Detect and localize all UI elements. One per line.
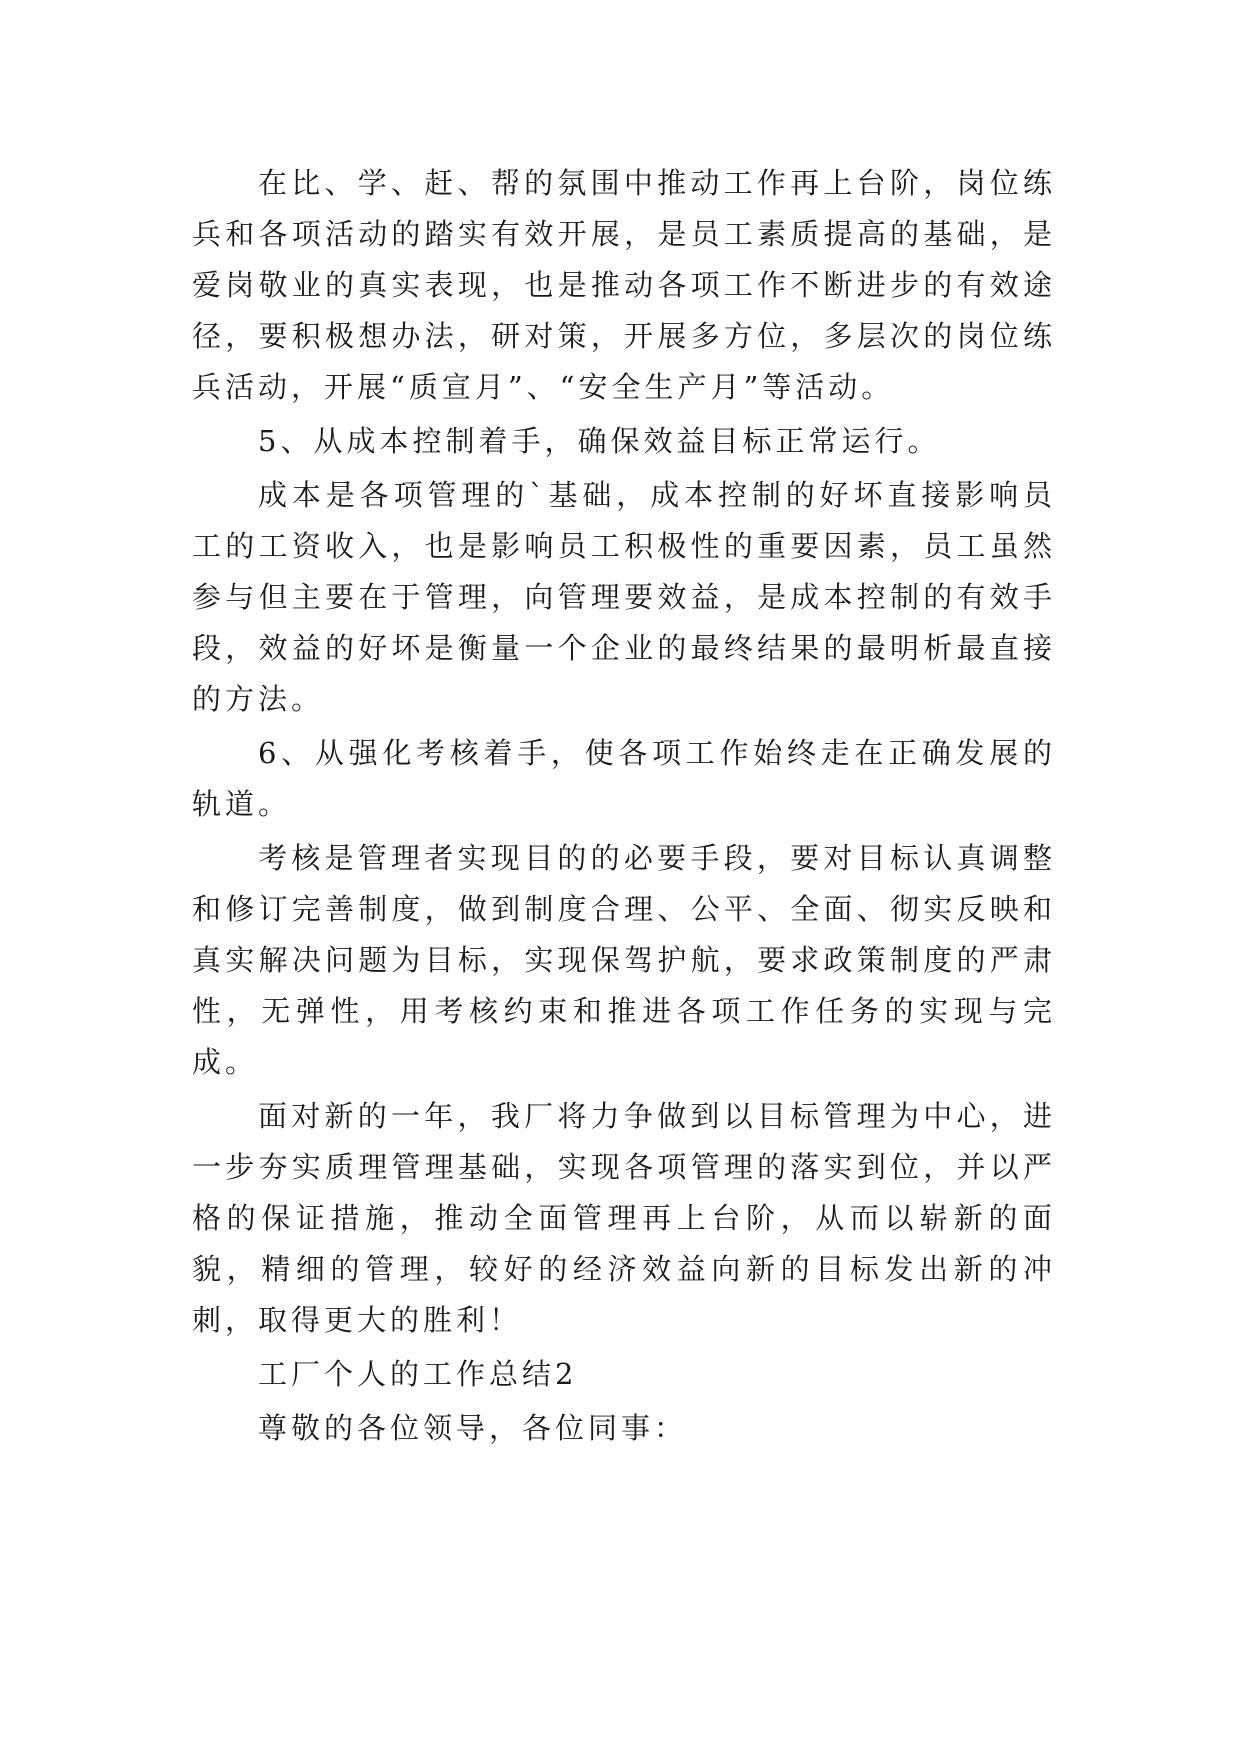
document-body bbox=[192, 158, 1056, 1457]
paragraph: 成本是各项管理的`基础，成本控制的好坏直接影响员工的工资收入，也是影响员工积极性的重要因素，员工虽然参与但主要在于管理，向管理要效益，是成本控制的有效手段，效益的好坏是衡量一个企业的最终结果的最明析最直接的方法。 bbox=[192, 478, 1056, 716]
salutation: 尊敬的各位领导，各位同事： bbox=[258, 1411, 688, 1445]
section-heading: 5、从成本控制着手，确保效益目标正常运行。 bbox=[258, 424, 941, 458]
document-title: 工厂个人的工作总结2 bbox=[258, 1357, 578, 1391]
section-heading: 6、从强化考核着手，使各项工作始终走在正确发展的轨道。 bbox=[192, 736, 1056, 821]
paragraph: 考核是管理者实现目的的必要手段，要对目标认真调整和修订完善制度，做到制度合理、公平、全面、彻实反映和真实解决问题为目标，实现保驾护航，要求政策制度的严肃性，无弹性，用考核约束和推进各项工作任务的实现与完成。 bbox=[192, 841, 1056, 1079]
paragraph: 面对新的一年，我厂将力争做到以目标管理为中心，进一步夯实质理管理基础，实现各项管理的落实到位，并以严格的保证措施，推动全面管理再上台阶，从而以崭新的面貌，精细的管理，较好的经济效益向新的目标发出新的冲刺，取得更大的胜利！ bbox=[192, 1099, 1056, 1337]
paragraph: 在比、学、赶、帮的氛围中推动工作再上台阶，岗位练兵和各项活动的踏实有效开展，是员工素质提高的基础，是爱岗敬业的真实表现，也是推动各项工作不断进步的有效途径，要积极想办法，研对策，开展多方位，多层次的岗位练兵活动，开展“质宣月”、“安全生产月”等活动。 bbox=[192, 166, 1056, 404]
